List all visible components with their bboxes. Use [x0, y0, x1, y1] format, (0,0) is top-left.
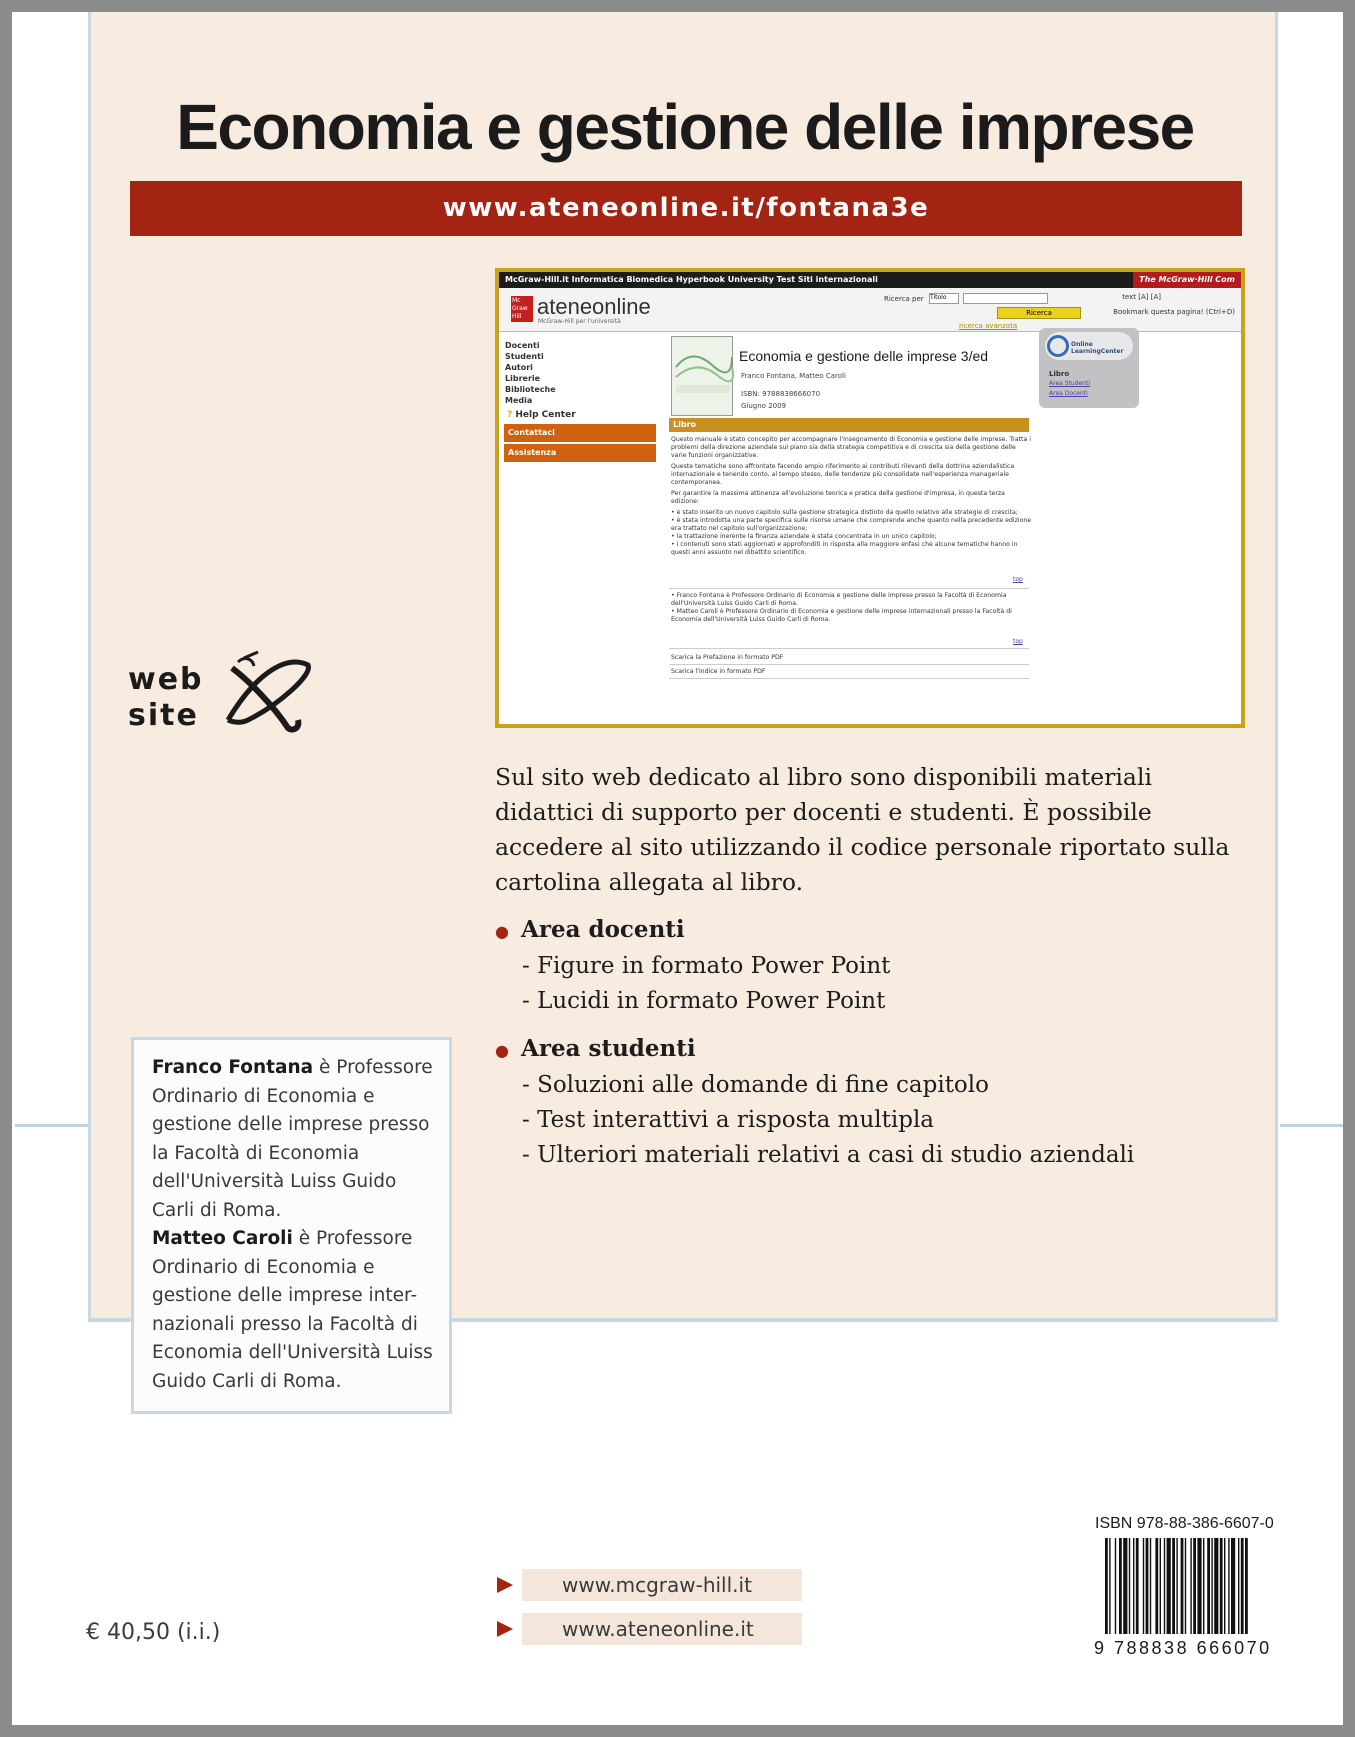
barcode-bar: [1211, 1538, 1212, 1634]
arrow-right-icon: [497, 1577, 513, 1593]
text-size-control: text [A] [A]: [1122, 293, 1161, 301]
barcode-bar: [1105, 1538, 1108, 1634]
separator-2: [669, 648, 1029, 649]
barcode-bar: [1224, 1538, 1225, 1634]
barcode-bar: [1133, 1538, 1134, 1634]
barcode-bar: [1214, 1538, 1218, 1634]
bullet-icon: ●: [495, 1041, 509, 1060]
website-screenshot: [495, 268, 1245, 728]
barcode-bar: [1238, 1538, 1239, 1634]
help-center: [507, 410, 576, 420]
author-bullets: [671, 592, 1033, 624]
ateneonline-logo: ateneonline: [537, 294, 651, 319]
desc-bullet-3: • la trattazione inerente la finanza aziendale è stata concentrata in un unico capitolo;: [671, 533, 937, 540]
bullet-icon: ●: [495, 922, 509, 941]
author-bullet-1: • Franco Fontana è Professore Ordinario di Economia e gestione delle imprese presso la Facoltà di Economia dell'Università Luiss Guido Carli di Roma.: [671, 592, 1007, 607]
website-url-banner: www.ateneonline.it/fontana3e: [130, 181, 1242, 236]
barcode-bar: [1109, 1538, 1110, 1634]
top-link-2: top: [1013, 638, 1023, 645]
barcode-bar: [1220, 1538, 1223, 1634]
nav-item-studenti: Studenti: [505, 352, 544, 361]
search-input: [963, 293, 1048, 304]
book-thumbnail: [671, 336, 733, 416]
olc-link-studenti: Area Studenti: [1049, 380, 1091, 387]
olc-badge: [1045, 332, 1133, 360]
docenti-item-2: - Lucidi in formato Power Point: [522, 988, 886, 1014]
download-indice: Scarica l'indice in formato PDF: [671, 668, 766, 675]
arrow-right-icon: [497, 1621, 513, 1637]
barcode-bar: [1228, 1538, 1229, 1634]
barcode-bar: [1193, 1538, 1196, 1634]
nav-item-biblioteche: Biblioteche: [505, 385, 556, 394]
separator-1: [669, 588, 1029, 589]
barcode-bar: [1167, 1538, 1171, 1634]
barcode-bar: [1190, 1538, 1191, 1634]
intro-paragraph: Sul sito web dedicato al libro sono disponibili materiali didattici di supporto per docenti e studenti. È possibile accedere al sito utilizzando il codice personale riportato sulla cartolina allegata al libro.: [495, 763, 1230, 896]
link-ateneonline-label: www.ateneonline.it: [522, 1613, 802, 1645]
barcode-bar: [1119, 1538, 1122, 1634]
area-studenti-heading: Area studenti: [521, 1035, 696, 1062]
authors-box: [131, 1037, 452, 1414]
docenti-item-1: - Figure in formato Power Point: [522, 953, 891, 979]
book-title: Economia e gestione delle imprese: [176, 91, 1194, 163]
barcode-bar: [1176, 1538, 1177, 1634]
price: € 40,50 (i.i.): [86, 1620, 221, 1645]
nav-contattaci: Contattaci: [504, 424, 656, 442]
divider-line-left: [12, 1124, 90, 1127]
site-top-nav: [499, 272, 1241, 288]
divider-line-right: [1280, 1124, 1343, 1127]
barcode-bar: [1143, 1538, 1144, 1634]
barcode-bar: [1172, 1538, 1175, 1634]
desc-paragraph-3: Per garantire la massima attinenza all'evoluzione teorica e pratica della gestione d'impresa, in questa terza edizione:: [671, 490, 1005, 505]
barcode-bar: [1150, 1538, 1151, 1634]
book-description: [671, 436, 1033, 557]
barcode-bar: [1197, 1538, 1201, 1634]
author-bio-caroli: è Professore Ordinario di Economia e gestione delle imprese inter-nazionali presso la Facoltà di Economia dell'Università Luiss Guido Carli di Roma.: [152, 1228, 433, 1392]
studenti-item-1: - Soluzioni alle domande di fine capitolo: [522, 1072, 989, 1098]
top-link-1: top: [1013, 576, 1023, 583]
nav-item-docenti: Docenti: [505, 341, 540, 350]
barcode-bar: [1181, 1538, 1184, 1634]
barcode-bar: [1203, 1538, 1204, 1634]
search-select: Titolo: [929, 293, 959, 304]
author-bio-fontana: è Professore Ordinario di Economia e gestione delle imprese presso la Facoltà di Economia dell'Università Luiss Guido Carli di Roma.: [152, 1057, 433, 1221]
logo-subtitle: McGraw-Hill per l'università: [538, 318, 621, 325]
site-book-authors: Franco Fontana, Matteo Caroli: [741, 372, 846, 380]
barcode-bar: [1129, 1538, 1130, 1634]
barcode-bar: [1160, 1538, 1161, 1634]
separator-4: [669, 678, 1029, 679]
barcode-bar: [1123, 1538, 1127, 1634]
help-icon: ?: [507, 410, 513, 420]
olc-ring-icon: [1047, 335, 1069, 357]
studenti-item-2: - Test interattivi a risposta multipla: [522, 1107, 935, 1133]
desc-bullet-2: • è stata introdotta una parte specifica sulle risorse umane che comprende anche quanto nella precedente edizione era trattato nel capitolo sull'organizzazione;: [671, 517, 1032, 532]
nav-assistenza: Assistenza: [504, 444, 656, 462]
web-site-logo-text: [128, 662, 204, 734]
barcode-number: 9 788838 666070: [1094, 1638, 1272, 1658]
site-book-title: Economia e gestione delle imprese 3/ed: [739, 348, 989, 364]
olc-link-docenti: Area Docenti: [1049, 390, 1088, 397]
desc-bullet-4: • i contenuti sono stati aggiornati e approfonditi in risposta alla maggiore enfasi che alcune tematiche hanno in questi anni assunto nel dibattito scientifico.: [671, 541, 1018, 556]
site-top-nav-links: McGraw-Hill.it Informatica Biomedica Hyperbook University Test Siti internazionali: [505, 275, 878, 284]
desc-paragraph-1: Questo manuale è stato concepito per accompagnare l'insegnamento di Economia e gestione delle imprese. Tratta i problemi della direzione aziendale sul piano sia della strategia competitiva e di crescita sia della gestione delle varie funzioni organizzative.: [671, 436, 1031, 459]
barcode-bar: [1185, 1538, 1186, 1634]
isbn-text: ISBN 978-88-386-6607-0: [1095, 1515, 1274, 1532]
advanced-search-link: ricerca avanzata: [959, 322, 1018, 330]
studenti-item-3: - Ulteriori materiali relativi a casi di studio aziendali: [522, 1142, 1135, 1168]
barcode-bar: [1245, 1538, 1248, 1634]
link-mcgraw-hill-label: www.mcgraw-hill.it: [522, 1569, 802, 1601]
site-left-nav: [505, 340, 655, 406]
site-book-date: Giugno 2009: [741, 402, 787, 410]
author-bullet-2: • Matteo Caroli è Professore Ordinario di Economia e gestione delle imprese internazionali presso la Facoltà di Economia dell'Università Luiss Guido Carli di Roma.: [671, 608, 1012, 623]
book-cover-art: [672, 337, 734, 417]
web-site-swirl-icon: [218, 650, 318, 735]
author-name-fontana: Franco Fontana: [152, 1057, 314, 1078]
nav-item-media: Media: [505, 396, 533, 405]
barcode-bar: [1115, 1538, 1116, 1634]
site-header: [499, 288, 1241, 332]
divider-line-top-left: [12, 12, 15, 1725]
libro-header: Libro: [669, 418, 1029, 432]
barcode-bar: [1231, 1538, 1235, 1634]
search-label: Ricerca per: [884, 295, 924, 303]
site-label: site: [128, 698, 199, 733]
barcode-bar: [1136, 1538, 1139, 1634]
bookmark-hint: Bookmark questa pagina! (Ctrl+D): [1113, 308, 1235, 316]
site-book-isbn: ISBN: 9788838666070: [741, 390, 821, 398]
area-docenti-heading: Area docenti: [521, 916, 685, 943]
mcgraw-hill-brand: The McGraw·Hill Com: [1133, 272, 1241, 288]
separator-3: [669, 664, 1029, 665]
desc-bullet-1: • è stato inserito un nuovo capitolo sulla gestione strategica distinto da quello relativo alle strategie di crescita;: [671, 509, 1018, 516]
olc-label: Online LearningCenter: [1071, 341, 1124, 355]
nav-item-autori: Autori: [505, 363, 533, 372]
online-learning-center: [1039, 328, 1139, 408]
download-prefazione: Scarica la Prefazione in formato PDF: [671, 654, 784, 661]
search-button: Ricerca: [997, 307, 1081, 319]
help-center-label: Help Center: [515, 410, 576, 420]
nav-item-librerie: Librerie: [505, 374, 541, 383]
mcgraw-hill-logo: Mc Graw Hill: [511, 296, 533, 322]
area-studenti-section: [495, 1031, 1134, 1173]
barcode-bar: [1164, 1538, 1165, 1634]
olc-libro-label: Libro: [1049, 370, 1070, 378]
area-docenti-section: [495, 912, 890, 1019]
barcode-icon: [1105, 1538, 1283, 1646]
web-label: web: [128, 662, 204, 697]
desc-paragraph-2: Queste tematiche sono affrontate facendo ampio riferimento ai contributi rilevanti della dottrina aziendalistica internazionale e tenendo conto, al tempo stesso, delle tendenze più consolidate nell'esperienza manageriale contemporanea.: [671, 463, 1015, 486]
barcode-bar: [1146, 1538, 1149, 1634]
barcode-bar: [1241, 1538, 1244, 1634]
author-name-caroli: Matteo Caroli: [152, 1228, 293, 1249]
barcode-bar: [1155, 1538, 1158, 1634]
barcode-bar: [1207, 1538, 1210, 1634]
